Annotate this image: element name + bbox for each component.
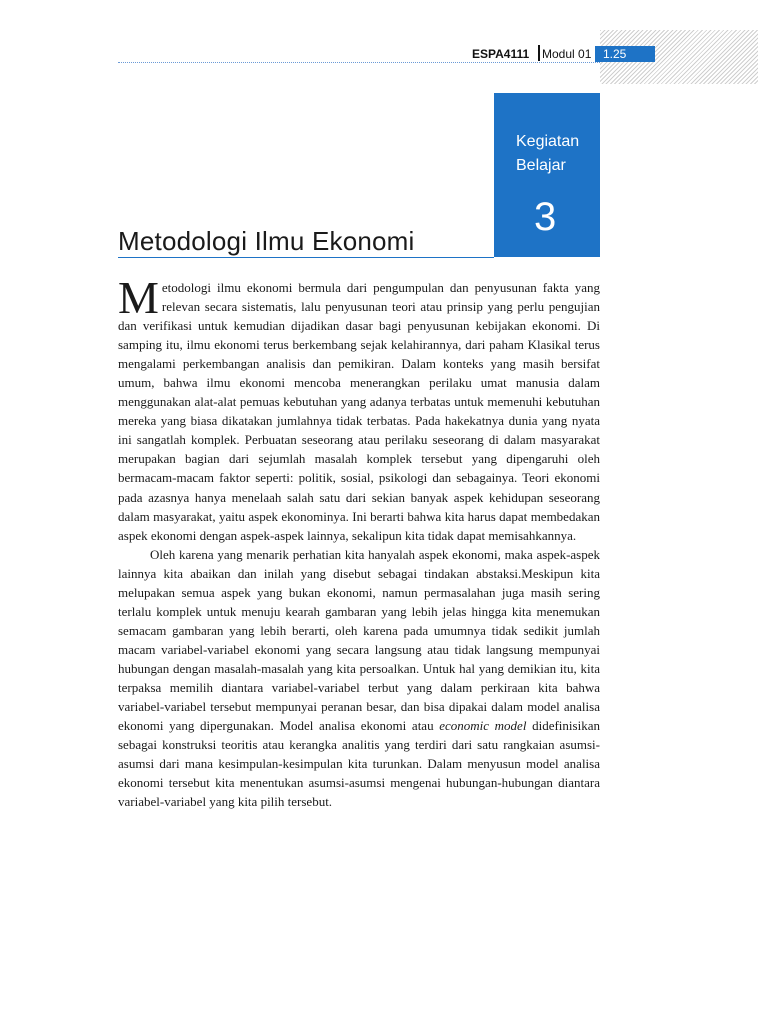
- header-separator: [538, 45, 540, 61]
- page-number-badge: 1.25: [595, 46, 655, 62]
- section-badge: [494, 93, 600, 257]
- body-text: [118, 272, 600, 811]
- header-dotted-rule: [118, 62, 600, 63]
- paragraph-1: [118, 272, 600, 545]
- section-number: 3: [534, 195, 557, 239]
- module-label: Modul 01: [542, 47, 592, 61]
- course-code: ESPA4111: [472, 47, 530, 61]
- section-label-line2: Belajar: [516, 157, 566, 174]
- paragraph-2-italic-term: economic model: [439, 718, 527, 734]
- paragraph-2: [118, 545, 600, 812]
- page-title: Metodologi Ilmu Ekonomi: [118, 226, 415, 256]
- title-underline: [118, 257, 494, 258]
- section-label-line1: Kegiatan: [516, 133, 580, 150]
- paragraph-2-text-before: Oleh karena yang menarik perhatian kita hanyalah aspek ekonomi, maka aspek-aspek lainnya kita abaikan dan inilah yang disebut sebagai tindakan abstaksi.Meskipun kita melupakan semua aspek yang bukan ekonomi, namun permasalahan juga masih sering terlalu komplek untuk menuju kearah gambaran yang lebih jelas hingga kita menemukan semacam gambaran yang lebih berarti, oleh karena pada umumnya tidak sedikit jumlah macam variabel-variabel ekonomi yang secara langsung atau tidak langsung mempunyai hubungan dengan masalah-masalah yang kita persoalkan. Untuk hal yang demikian itu, kita terpaksa memilih diantara variabel-variabel terbut yang dalam perkiraan kita bahwa variabel-variabel tersebut mempunyai peranan besar, dan bisa dipakai dalam model analisa ekonomi yang dipergunakan. Model analisa ekonomi atau: [118, 546, 600, 734]
- paragraph-2-text-after: didefinisikan sebagai konstruksi teoritis atau kerangka analitis yang terdiri dari satu rangkaian asumsi-asumsi dari mana kesimpulan-kesimpulan kita turunkan. Dalam menyusun model analisa ekonomi tersebut kita menentukan asumsi-asumsi mengenai hubungan-hubungan diantara variabel-variabel yang kita pilih tersebut.: [118, 718, 600, 810]
- paragraph-1-text: etodologi ilmu ekonomi bermula dari pengumpulan dan penyusunan fakta yang relevan secara sistematis, lalu penyusunan teori atau prinsip yang perlu pengujian dan verifikasi untuk kemudian dijadikan dasar bagi penyusunan kebijakan ekonomi. Di samping itu, ilmu ekonomi terus berkembang sejak kelahirannya, dari paham Klasikal terus mengalami perkembangan analisis dan pemikiran. Dalam konteks yang masih bersifat umum, bahwa ilmu ekonomi mencoba menerangkan perilaku umat manusia dalam menggunakan alat-alat pemuas kebutuhan yang adanya terbatas untuk memenuhi kebutuhan mereka yang biasa dikatakan jumlahnya tidak terbatas. Pada hakekatnya dunia yang nyata ini sangatlah komplek. Perbuatan seseorang atau perilaku seseorang di dalam masyarakat merupakan bagian dari sejumlah masalah komplek tersebut yang dipengaruhi oleh bermacam-macam faktor seperti: politik, sosial, psikologi dan sebagainya. Teori ekonomi pada azasnya hanya menelaah salah satu dari sekian banyak aspek kehidupan seseorang dalam masyarakat, yaitu aspek ekonominya. Ini berarti bahwa kita harus dapat membedakan aspek ekonomi dengan aspek-aspek lainnya, sekalipun kita tidak dapat memisahkannya.: [118, 280, 600, 543]
- drop-cap: M: [118, 272, 159, 323]
